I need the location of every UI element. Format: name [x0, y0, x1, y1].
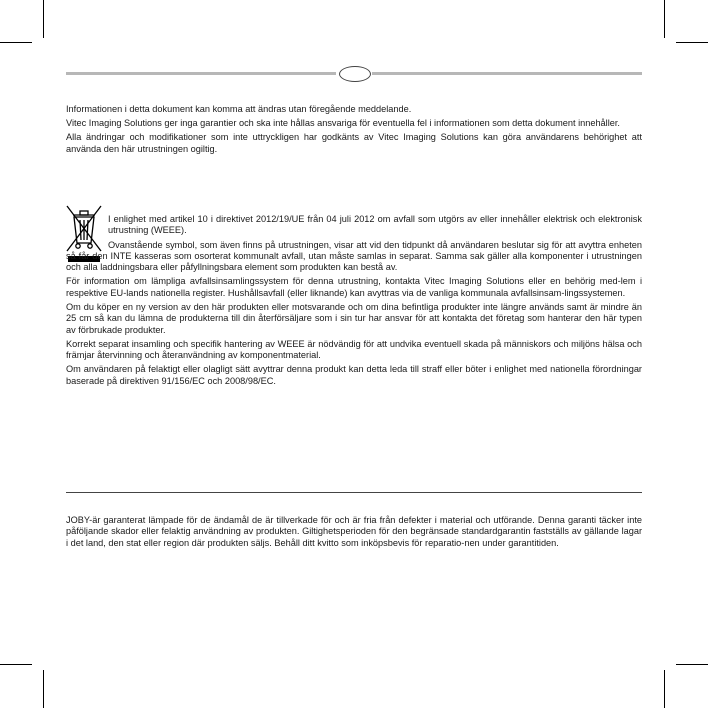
notice-section — [66, 104, 642, 158]
warranty-paragraph: JOBY-är garanterat lämpade för de ändamål de är tillverkade för och är fria från defekter i material och utförande. Denna garanti täcker inte påföljande skador eller felaktig användning av produkten. Giltighetsperioden för den begränsade standardgarantin fastställs av gällande lagar i det land, den stat eller region där produkten säljs. Behåll ditt kvitto som inköpsbevis för reparatio-nen under garantitiden. — [66, 515, 642, 548]
warranty-section — [66, 515, 642, 552]
notice-paragraph: Informationen i detta dokument kan komma att ändras utan föregående meddelande. — [66, 104, 412, 114]
weee-intro: I enlighet med artikel 10 i direktivet 2012/19/UE från 04 juli 2012 om avfall som utgörs av eller innehåller elektrisk och elektronisk utrustning (WEEE). — [108, 214, 642, 236]
crop-mark-bottom-right-horizontal — [676, 664, 708, 665]
weee-symbol-paragraph: Ovanstående symbol, som även finns på utrustningen, visar att vid den tidpunkt då användaren beslutar sig för att avyttra enheten så får den INTE kasseras som osorterat kommunalt avfall, utan måste samlas in separat. Samma sak gäller alla komponenter i utrustningen och alla laddningsbara eller påfyllningsbara element som produkten kan bestå av. — [66, 239, 642, 273]
weee-paragraph: För information om lämpliga avfallsinsamlingssystem för denna utrustning, kontakta Vitec Imaging Solutions eller en behörig med-lem i respektive EU-lands nationella register. Hushållsavfall (eller liknande) kan avyttras via de vanliga kommunala avfallsinsam-lingssystemen. — [66, 276, 642, 298]
header-rule-right — [372, 72, 642, 75]
crop-mark-top-right-horizontal — [676, 42, 708, 43]
notice-paragraph: Alla ändringar och modifikationer som inte uttryckligen har godkänts av Vitec Imaging Solutions kan göra användarens behörighet att använda den här utrustningen ogiltig. — [66, 132, 642, 154]
crop-mark-top-right-vertical — [664, 0, 665, 38]
crop-mark-bottom-left-horizontal — [0, 664, 32, 665]
weee-paragraph: Om användaren på felaktigt eller olagligt sätt avyttrar denna produkt kan detta leda till straff eller böter i enlighet med nationella förordningar baserade på direktiven 91/156/EC och 2008/98/EC. — [66, 364, 642, 386]
crop-mark-bottom-left-vertical — [43, 670, 44, 708]
notice-paragraph: Vitec Imaging Solutions ger inga garantier och ska inte hållas ansvariga för eventuella fel i informationen som detta dokument innehåller. — [66, 118, 620, 129]
weee-section — [66, 214, 642, 390]
weee-paragraph: Om du köper en ny version av den här produkten eller motsvarande och om dina befintliga produkter inte längre används samt är mindre än 25 cm så kan du lämna de produkterna till din återförsäljare som i sin tur har ansvar för att kontakta det företag som hanterar den här typen av förbrukade produkter. — [66, 301, 642, 335]
crop-mark-top-left-horizontal — [0, 42, 32, 43]
weee-paragraph: Korrekt separat insamling och specifik hantering av WEEE är nödvändig för att undvika eventuell skada på människors och miljöns hälsa och främjar återvinning och återanvändning av komponentmaterial. — [66, 338, 642, 361]
header-rule-left — [66, 72, 336, 75]
crop-mark-top-left-vertical — [43, 0, 44, 38]
crop-mark-bottom-right-vertical — [664, 670, 665, 708]
page-number-oval — [339, 66, 371, 82]
section-divider — [66, 492, 642, 493]
